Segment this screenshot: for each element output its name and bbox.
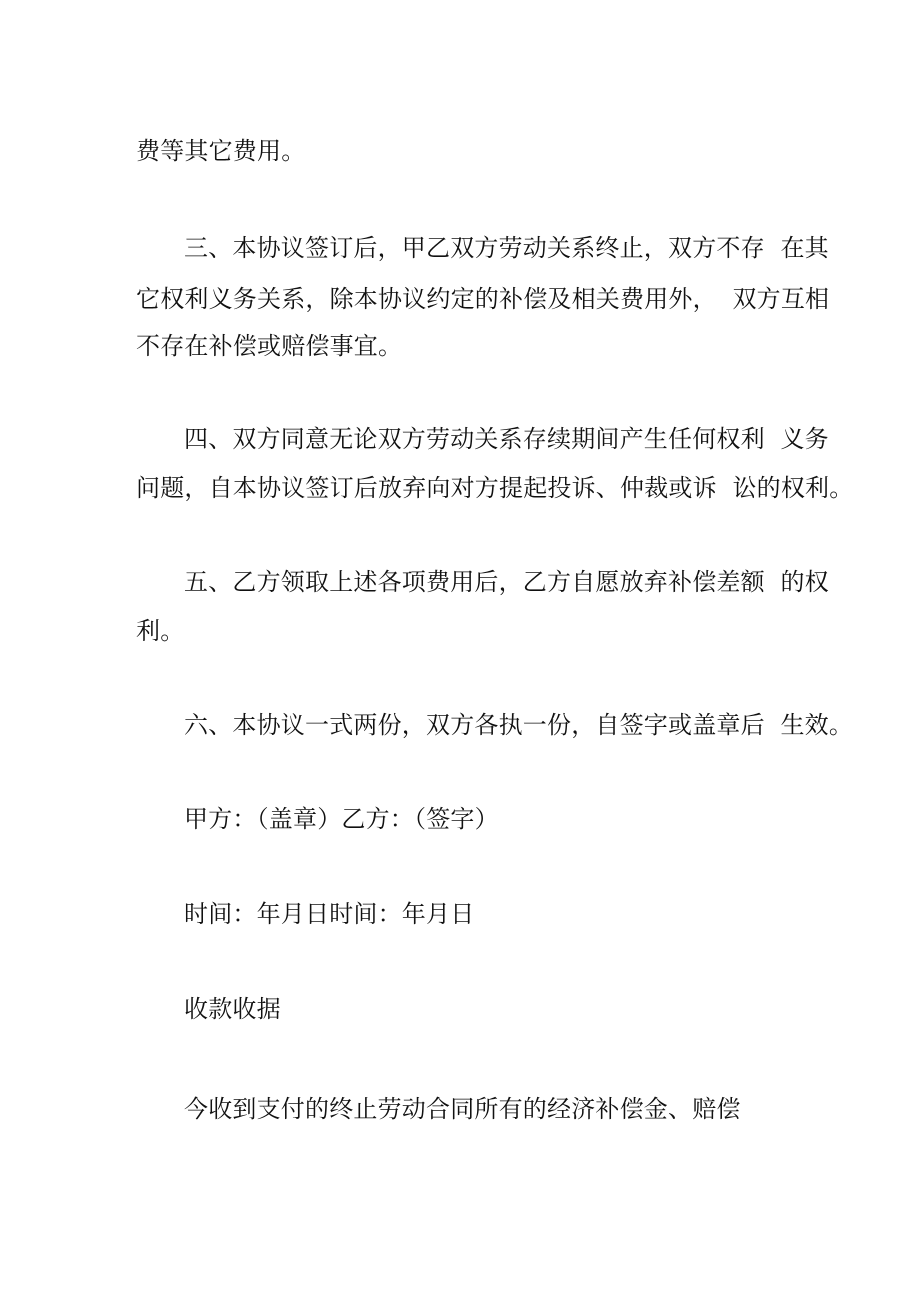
clause-five-line-2: 利。 bbox=[136, 617, 185, 645]
clause-six-line: 六、本协议一式两份，双方各执一份，自签字或盖章后 生效。 bbox=[184, 711, 854, 739]
clause-three-line-2: 它权利义务关系，除本协议约定的补偿及相关费用外， 双方互相 bbox=[136, 285, 830, 313]
clause-three-line-1: 三、本协议签订后，甲乙双方劳动关系终止，双方不存 在其 bbox=[184, 234, 829, 262]
receipt-text-line: 今收到支付的终止劳动合同所有的经济补偿金、赔偿 bbox=[184, 1095, 741, 1123]
clause-four-line-2: 问题，自本协议签订后放弃向对方提起投诉、仲裁或诉 讼的权利。 bbox=[136, 474, 854, 502]
signature-line: 甲方：（盖章）乙方：（签字） bbox=[184, 805, 499, 833]
receipt-title: 收款收据 bbox=[184, 995, 281, 1023]
paragraph-line: 费等其它费用。 bbox=[136, 137, 306, 165]
clause-five-line-1: 五、乙方领取上述各项费用后，乙方自愿放弃补偿差额 的权 bbox=[184, 568, 829, 596]
date-line: 时间：年月日时间：年月日 bbox=[184, 900, 475, 928]
clause-four-line-1: 四、双方同意无论双方劳动关系存续期间产生任何权利 义务 bbox=[184, 425, 829, 453]
clause-three-line-3: 不存在补偿或赔偿事宜。 bbox=[136, 332, 403, 360]
